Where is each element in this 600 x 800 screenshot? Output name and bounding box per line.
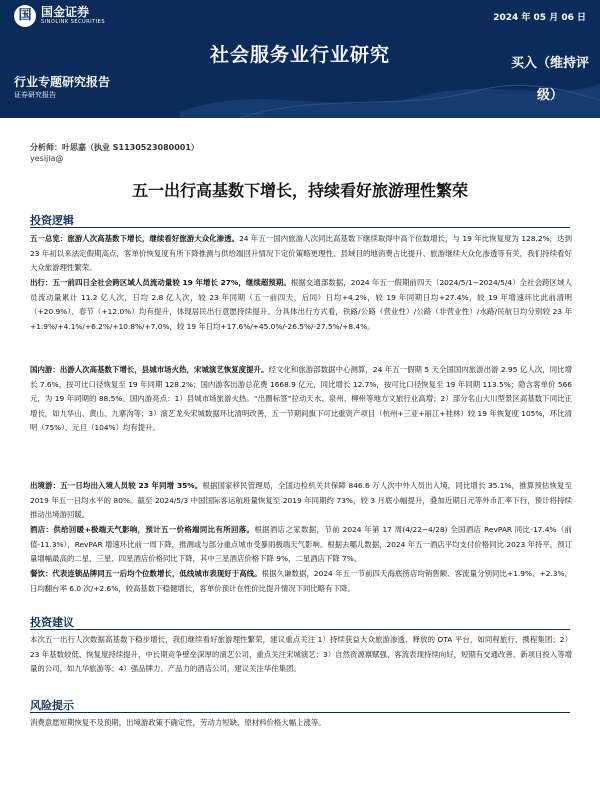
logo-name-cn: 国金证券 — [41, 5, 90, 19]
report-title: 社会服务业行业研究 — [210, 44, 391, 66]
section-divider — [30, 629, 570, 630]
paragraph-lead: 酒店：供给回暖+极端天气影响，预计五一价格端同比有所回落。 — [30, 525, 255, 534]
report-series-sub: 证券研究报告 — [14, 91, 56, 99]
paragraph-risk — [30, 716, 572, 731]
report-headline: 五一出行高基数下增长，持续看好旅游理性繁荣 — [131, 181, 468, 200]
paragraph-hotel — [30, 523, 572, 567]
paragraph-lead: 餐饮：代表连锁品牌同五一后均个位数增长，低线城市表现好于高线。 — [30, 569, 262, 578]
report-header-banner — [0, 0, 600, 118]
paragraph-travel — [30, 276, 572, 334]
analyst-email: yesijia@ — [30, 154, 64, 163]
paragraph-dining — [30, 567, 572, 596]
paragraph-lead: 出境游：五一日均出入境人员较 23 年同增 35%。 — [30, 481, 203, 490]
paragraph-body: 根据交通部数据，2024 年五一假期前四天（2024/5/1~2024/5/4）全社会跨区域人员流动量累计 11.2 亿人次，日均 2.8 亿人次，较 23 年同期（五一前四天，后同）日均+4.2%，较 19 年同期日均+27.4%，较 19 年增速环比此前清明（+20.9%）、春节（+12.0%）均有提升，体现居民出行意愿持续提升。分具体出行方式看，铁路/公路（营业性）/公路（非营业性）/水路/民航日均分别较 23 年+1.9%/+4.1%/+6.2%/+10.8%/+7.0%，较 19 年日均+17.6%/+45.0%/-26.5%/-27.5%/+8.4%。 — [30, 278, 572, 331]
report-date: 2024 年 05 月 06 日 — [493, 13, 586, 23]
paragraph-body: 根据国家移民管理局，全国边检机关共保障 846.6 万人次中外人员出入境，同比增长 35.1%，推算预估恢复至 2019 年五一日均水平的 80%。截至 2024/5/3 中国国际客运航班量恢复至 2019 年同期约 73%，较 3 月底小幅提升，叠加近期日元等外币汇率下行，预计将持续推动出境游回暖。 — [30, 481, 572, 519]
section-divider — [30, 712, 570, 713]
paragraph-body: 根据久谦数据，2024 年五一节前四天海底捞店均销售额、客流量分别同比+1.9%、+2.3%，日均翻台率 6.0 次/+2.6%，较高基数下稳健增长，客单价预计在性价比提升情况下同比略有下降。 — [30, 569, 572, 593]
section-title-logic: 投资逻辑 — [30, 214, 74, 227]
section-divider — [30, 227, 570, 228]
paragraph-body: 经文化和旅游部数据中心测算，24 年五一假期 5 天全国国内旅游出游 2.95 亿人次，同比增长 7.6%，按可比口径恢复至 19 年同期 128.2%；国内游客出游总花费 1668.9 亿元，同比增长 12.7%，按可比口径恢复至 19 年同期 113.5%；隐含客单价 566 元，为 19 年同期的 88.5%。国内游亮点：1）县城市场旅游火热。“出圈标签”拉动天水、泉州、柳州等地方文旅行业高增；2）部分名山大川型景区高基数下同比正增长，如九华山、黄山、九寨沟等；3）演艺龙头宋城数据环比清明改善，五一节期间旗下可比重资产项目（杭州+三亚+丽江+桂林）较 19 年恢复度 105%，环比清明（75%）、元旦（104%）均有提升。 — [30, 365, 572, 432]
paragraph-body: 消费意愿短期恢复不及预期，出境游政策不确定性，劳动力短缺，原材料价格大幅上涨等。 — [30, 718, 326, 727]
section-title-advice: 投资建议 — [30, 616, 74, 629]
paragraph-body: 24 年五一国内旅游人次同比高基数下继续取得中高个位数增长，与 19 年比恢复度为 128.2%，达到 23 年初以来法定假期高点，客单价恢复度有所下降推测与供给端回升情况下定价策略更理性、县域目的地消费占比提升、旅游继续大众化渗透等有关，我们持续看好大众旅游理性繁荣。 — [30, 234, 572, 272]
analyst-info: 分析师：叶思嘉（执业 S1130523080001） — [30, 143, 199, 152]
report-series: 行业专题研究报告 — [14, 75, 111, 89]
paragraph-lead: 五一总览：旅游人次高基数下增长，继续看好旅游大众化渗透。 — [30, 234, 240, 243]
paragraph-outbound — [30, 479, 572, 523]
rating-badge — [500, 48, 600, 112]
paragraph-advice — [30, 633, 572, 677]
company-logo — [14, 5, 105, 27]
logo-icon: 国 — [14, 5, 36, 27]
rating-line-2: 级） — [536, 88, 563, 103]
paragraph-domestic — [30, 363, 572, 436]
paragraph-lead: 出行：五一前四日全社会跨区域人员流动量较 19 年增长 27%，继续超预期。 — [30, 278, 291, 287]
paragraph-body: 本次五一出行人次数据高基数下稳步增长，我们继续看好旅游理性繁荣，建议重点关注 1）持续获益大众旅游渗透、释放的 OTA 平台，如同程旅行、携程集团；2）23 年基数较低、恢复度持续提升，中长期竞争壁垒深厚的演艺公司，重点关注宋城演艺；3）自然资源禀赋强、客流表现持续向好，短期有交通改善、新项目投入等增量的公司，如九华旅游等；4）强品牌力、产品力的酒店公司，建议关注华住集团。 — [30, 635, 572, 673]
section-title-risk: 风险提示 — [30, 699, 74, 712]
rating-line-1: 买入（维持评 — [510, 56, 589, 71]
paragraph-lead: 国内游：出游人次高基数下增长，县城市场火热，宋城演艺恢复度提升。 — [30, 365, 269, 374]
logo-name-en: SINOLINK SECURITIES — [41, 19, 105, 25]
paragraph-body: 根据酒店之家数据，节前 2024 年第 17 周(4/22~4/28) 全国酒店 RevPAR 同比-17.4%（前值-11.3%），RevPAR 增速环比前一周下降，推测或与部分重点城市受暴雨极端天气影响。根据去哪儿数据，2024 年五一酒店平均支付价格同比 2023 年持平，预订量增幅最高的二星、三星、四星酒店价格同比下降，其中三星酒店价格下降 9%，二星酒店下降 7%。 — [30, 525, 572, 563]
paragraph-overview — [30, 232, 572, 276]
